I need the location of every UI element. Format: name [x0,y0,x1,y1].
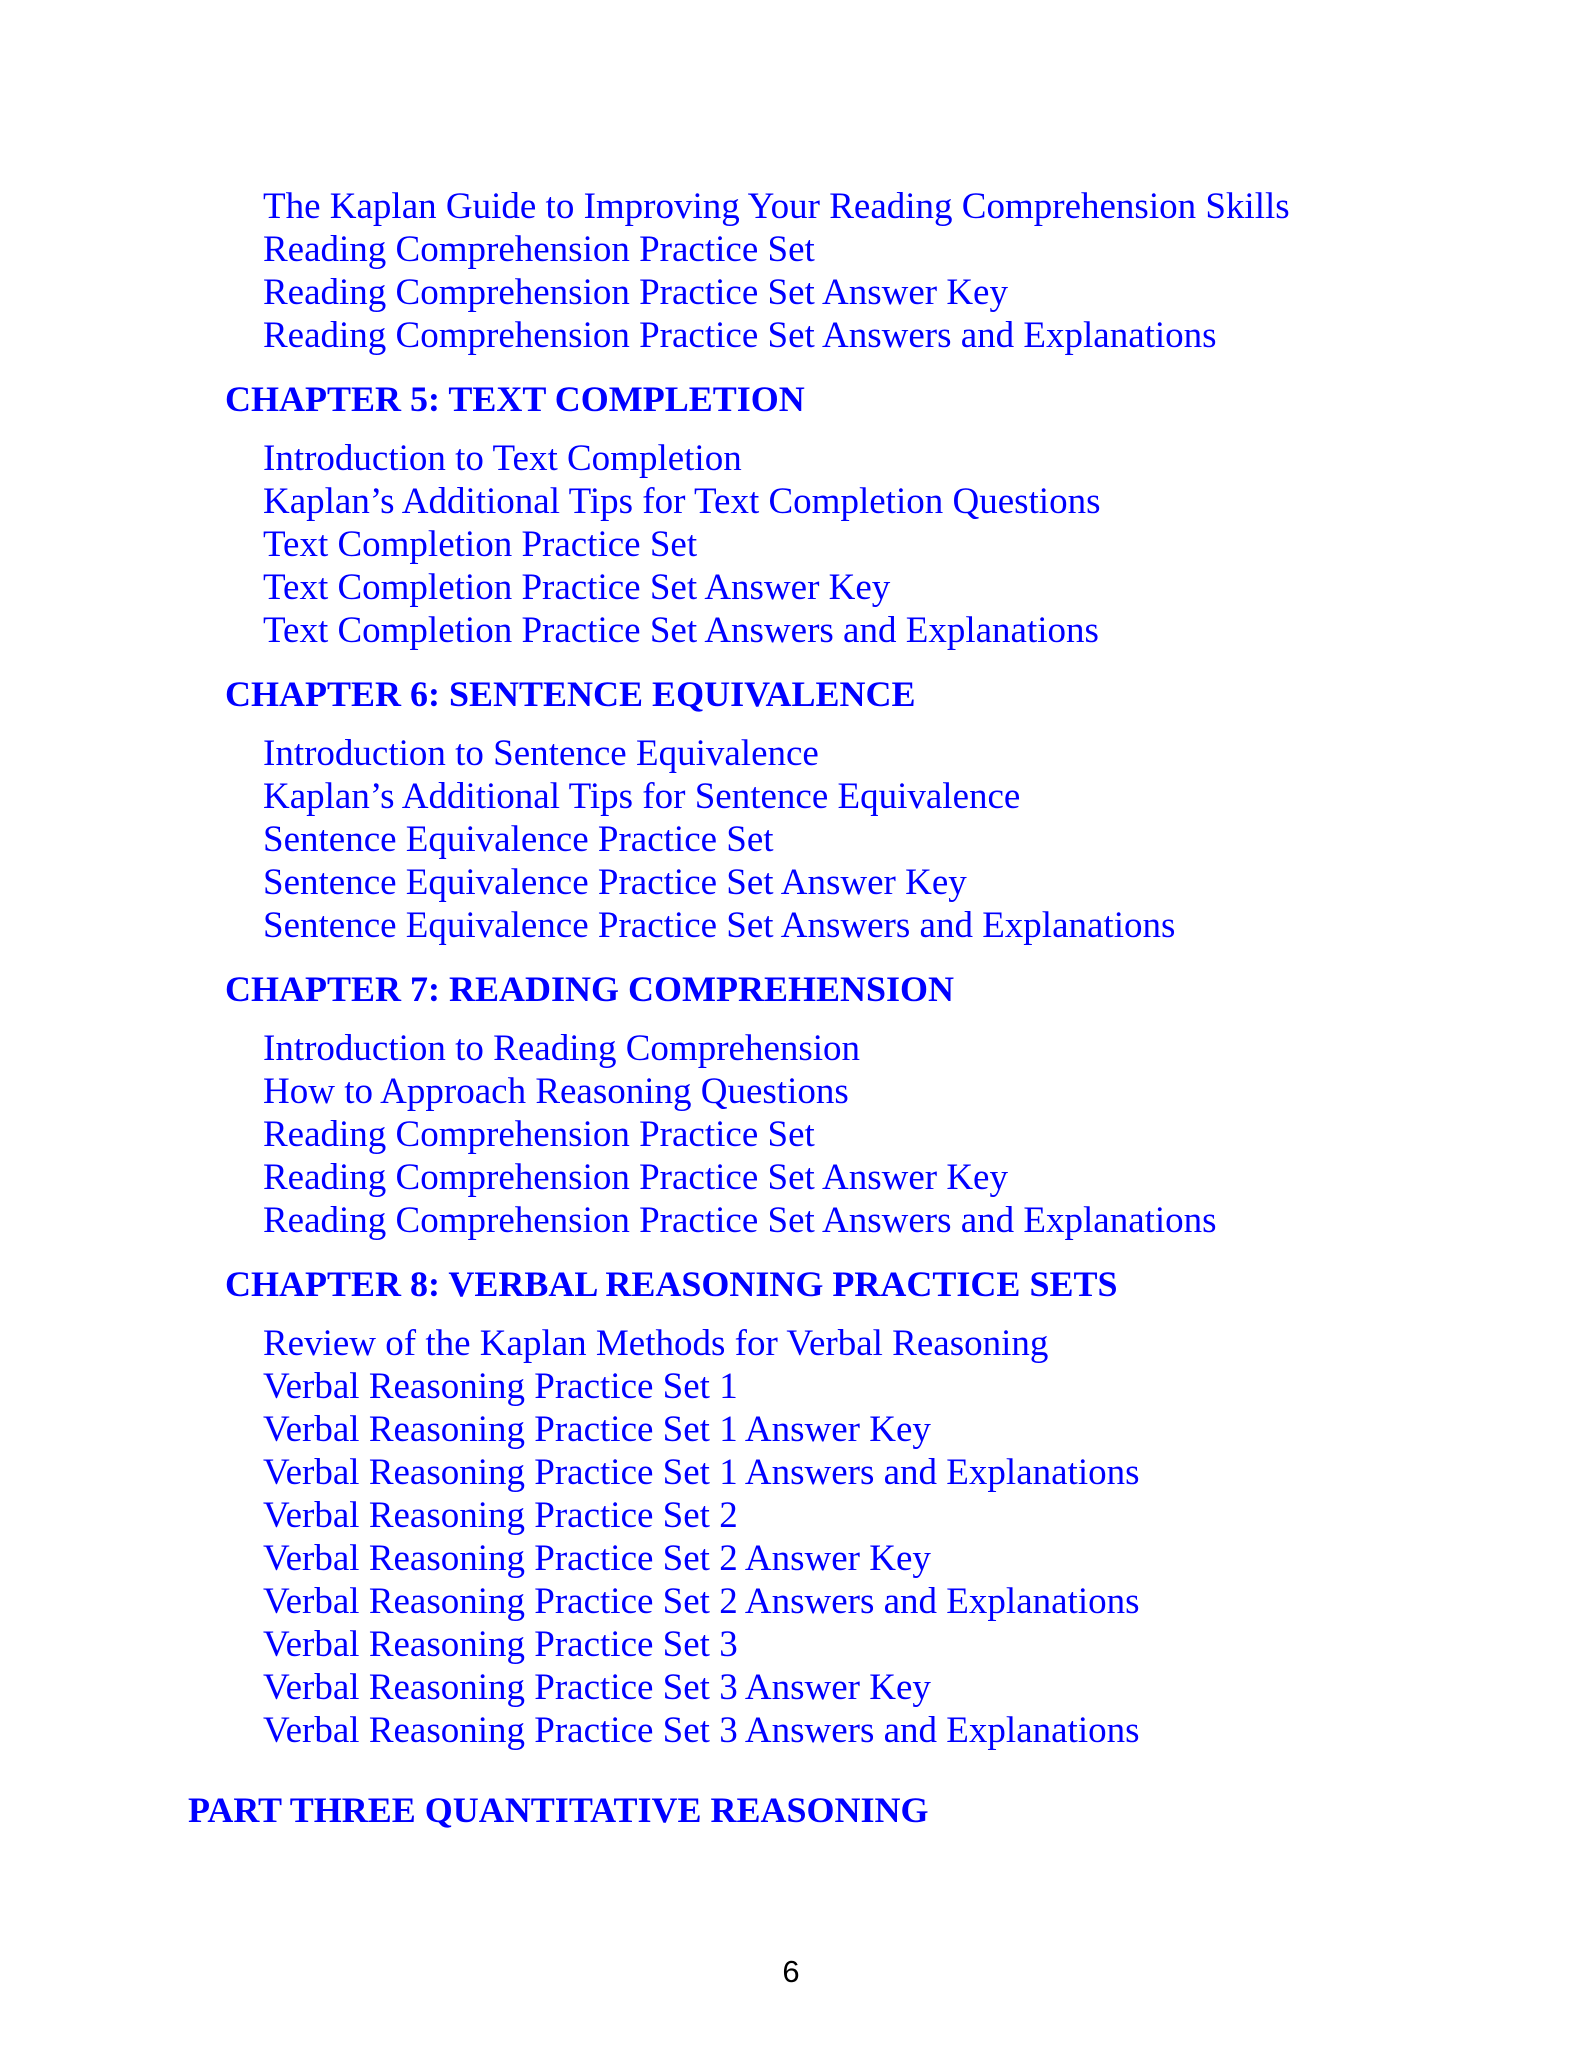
toc-link-rc-practice-set[interactable]: Reading Comprehension Practice Set [263,229,815,270]
toc-link-ch7-reasoning-questions[interactable]: How to Approach Reasoning Questions [263,1071,849,1112]
chapter-7-heading[interactable]: CHAPTER 7: READING COMPREHENSION [225,969,955,1009]
toc-link-ch7-answer-key[interactable]: Reading Comprehension Practice Set Answer Key [263,1157,1008,1198]
toc-link-guide-reading-comprehension[interactable]: The Kaplan Guide to Improving Your Reading Comprehension Skills [263,186,1290,227]
toc-link-ch6-answer-key[interactable]: Sentence Equivalence Practice Set Answer Key [263,862,967,903]
toc-link-ch8-set1-answer-key[interactable]: Verbal Reasoning Practice Set 1 Answer Key [263,1409,931,1450]
chapter-5-heading[interactable]: CHAPTER 5: TEXT COMPLETION [225,379,805,419]
toc-link-ch8-set2-answer-key[interactable]: Verbal Reasoning Practice Set 2 Answer Key [263,1538,931,1579]
page-number: 6 [782,1954,800,1989]
chapter-6-heading[interactable]: CHAPTER 6: SENTENCE EQUIVALENCE [225,674,916,714]
part-three-heading[interactable]: PART THREE QUANTITATIVE REASONING [188,1790,929,1830]
toc-link-ch5-tips[interactable]: Kaplan’s Additional Tips for Text Completion Questions [263,481,1101,522]
toc-link-ch7-answers-explanations[interactable]: Reading Comprehension Practice Set Answers and Explanations [263,1200,1217,1241]
toc-link-ch6-tips[interactable]: Kaplan’s Additional Tips for Sentence Equivalence [263,776,1021,817]
chapter-8-heading[interactable]: CHAPTER 8: VERBAL REASONING PRACTICE SETS [225,1264,1118,1304]
toc-link-ch7-practice-set[interactable]: Reading Comprehension Practice Set [263,1114,815,1155]
toc-link-ch5-answers-explanations[interactable]: Text Completion Practice Set Answers and Explanations [263,610,1099,651]
toc-link-ch8-set3-answers-explanations[interactable]: Verbal Reasoning Practice Set 3 Answers and Explanations [263,1710,1140,1751]
toc-link-ch8-set1[interactable]: Verbal Reasoning Practice Set 1 [263,1366,738,1407]
toc-link-ch7-intro[interactable]: Introduction to Reading Comprehension [263,1028,861,1069]
toc-link-rc-answer-key[interactable]: Reading Comprehension Practice Set Answer Key [263,272,1008,313]
toc-link-rc-answers-explanations[interactable]: Reading Comprehension Practice Set Answers and Explanations [263,315,1217,356]
toc-link-ch8-set3-answer-key[interactable]: Verbal Reasoning Practice Set 3 Answer Key [263,1667,931,1708]
toc-link-ch6-intro[interactable]: Introduction to Sentence Equivalence [263,733,819,774]
toc-link-ch8-set2-answers-explanations[interactable]: Verbal Reasoning Practice Set 2 Answers and Explanations [263,1581,1140,1622]
toc-link-ch5-intro[interactable]: Introduction to Text Completion [263,438,742,479]
toc-link-ch8-set3[interactable]: Verbal Reasoning Practice Set 3 [263,1624,738,1665]
toc-link-ch6-answers-explanations[interactable]: Sentence Equivalence Practice Set Answers and Explanations [263,905,1176,946]
toc-link-ch8-set1-answers-explanations[interactable]: Verbal Reasoning Practice Set 1 Answers and Explanations [263,1452,1140,1493]
toc-link-ch8-set2[interactable]: Verbal Reasoning Practice Set 2 [263,1495,738,1536]
toc-link-ch8-review[interactable]: Review of the Kaplan Methods for Verbal Reasoning [263,1323,1049,1364]
toc-link-ch5-answer-key[interactable]: Text Completion Practice Set Answer Key [263,567,891,608]
toc-link-ch6-practice-set[interactable]: Sentence Equivalence Practice Set [263,819,774,860]
toc-link-ch5-practice-set[interactable]: Text Completion Practice Set [263,524,698,565]
